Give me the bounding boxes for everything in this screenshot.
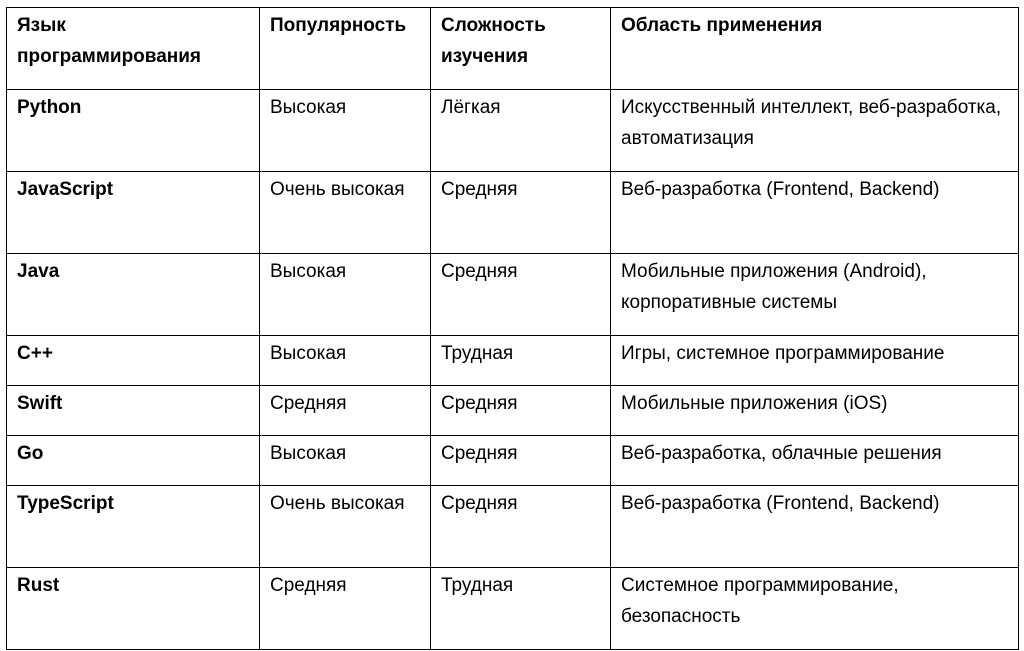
- language-cell: Java: [7, 254, 260, 336]
- language-cell: TypeScript: [7, 486, 260, 568]
- popularity-cell: Очень высокая: [260, 172, 431, 254]
- popularity-cell: Высокая: [260, 336, 431, 386]
- application-cell: Мобильные приложения (Android), корпоративные системы: [611, 254, 1019, 336]
- difficulty-cell: Средняя: [431, 386, 611, 436]
- table-row: [7, 568, 1019, 650]
- language-cell: JavaScript: [7, 172, 260, 254]
- table-row: [7, 386, 1019, 436]
- table-row: [7, 90, 1019, 172]
- language-cell: Swift: [7, 386, 260, 436]
- language-cell: Rust: [7, 568, 260, 650]
- popularity-cell: Высокая: [260, 90, 431, 172]
- difficulty-cell: Средняя: [431, 436, 611, 486]
- difficulty-cell: Трудная: [431, 336, 611, 386]
- header-difficulty: Сложность изучения: [431, 8, 611, 90]
- difficulty-cell: Лёгкая: [431, 90, 611, 172]
- header-language: Язык программирования: [7, 8, 260, 90]
- application-cell: Веб-разработка, облачные решения: [611, 436, 1019, 486]
- table-row: [7, 172, 1019, 254]
- popularity-cell: Очень высокая: [260, 486, 431, 568]
- header-popularity: Популярность: [260, 8, 431, 90]
- language-cell: Go: [7, 436, 260, 486]
- popularity-cell: Средняя: [260, 386, 431, 436]
- table-row: [7, 486, 1019, 568]
- difficulty-cell: Средняя: [431, 254, 611, 336]
- table-row: [7, 436, 1019, 486]
- application-cell: Искусственный интеллект, веб-разработка, автоматизация: [611, 90, 1019, 172]
- application-cell: Веб-разработка (Frontend, Backend): [611, 486, 1019, 568]
- application-cell: Мобильные приложения (iOS): [611, 386, 1019, 436]
- difficulty-cell: Средняя: [431, 486, 611, 568]
- table-header-row: [7, 8, 1019, 90]
- difficulty-cell: Трудная: [431, 568, 611, 650]
- language-cell: C++: [7, 336, 260, 386]
- application-cell: Системное программирование, безопасность: [611, 568, 1019, 650]
- application-cell: Игры, системное программирование: [611, 336, 1019, 386]
- popularity-cell: Высокая: [260, 436, 431, 486]
- popularity-cell: Средняя: [260, 568, 431, 650]
- table-row: [7, 254, 1019, 336]
- header-application-area: Область применения: [611, 8, 1019, 90]
- languages-table: [6, 7, 1019, 650]
- application-cell: Веб-разработка (Frontend, Backend): [611, 172, 1019, 254]
- popularity-cell: Высокая: [260, 254, 431, 336]
- language-cell: Python: [7, 90, 260, 172]
- table-row: [7, 336, 1019, 386]
- difficulty-cell: Средняя: [431, 172, 611, 254]
